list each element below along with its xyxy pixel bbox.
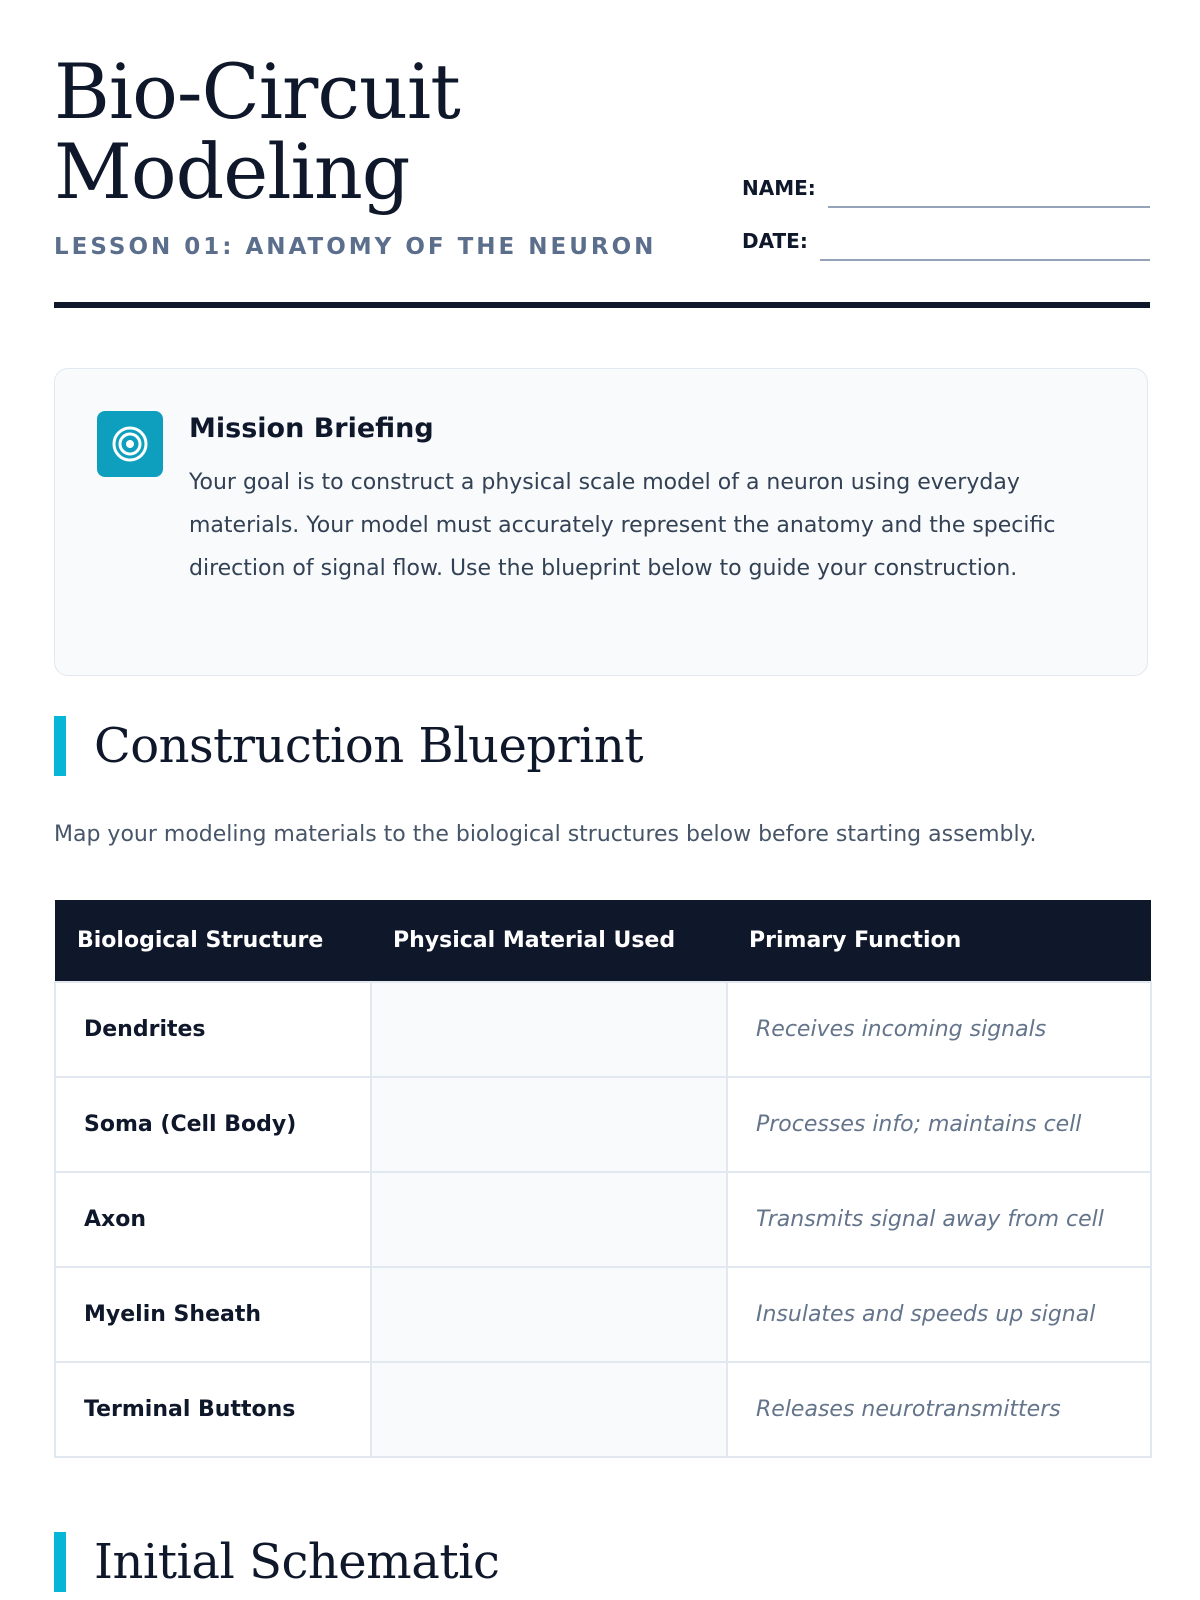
header-divider <box>54 302 1150 308</box>
date-label: DATE: <box>742 229 808 253</box>
structure-cell: Terminal Buttons <box>55 1362 371 1457</box>
title-line-1: Bio-Circuit <box>54 47 460 136</box>
function-cell: Processes info; maintains cell <box>727 1077 1151 1172</box>
structure-cell: Myelin Sheath <box>55 1267 371 1362</box>
column-header-material: Physical Material Used <box>371 900 727 982</box>
name-field <box>742 174 1150 202</box>
schematic-heading <box>54 1532 499 1592</box>
worksheet-page <box>54 0 1150 1590</box>
function-cell: Releases neurotransmitters <box>727 1362 1151 1457</box>
function-cell: Insulates and speeds up signal <box>727 1267 1151 1362</box>
blueprint-description: Map your modeling materials to the biological structures below before starting assembly. <box>54 822 1037 847</box>
briefing-title: Mission Briefing <box>189 413 434 444</box>
table-row <box>55 1077 1151 1172</box>
name-input-line[interactable] <box>828 178 1150 208</box>
date-input-line[interactable] <box>820 231 1150 261</box>
function-cell: Transmits signal away from cell <box>727 1172 1151 1267</box>
lesson-subtitle: LESSON 01: ANATOMY OF THE NEURON <box>54 234 657 260</box>
page-title <box>54 47 460 216</box>
schematic-heading-accent-bar <box>54 1532 66 1592</box>
material-input-cell[interactable] <box>371 1172 727 1267</box>
blueprint-table <box>54 900 1152 1458</box>
briefing-text: Your goal is to construct a physical scale model of a neuron using everyday materials. Your model must accurately represent the anatomy and the specific direction of signal flow. Use the blueprint below to guide your construction. <box>189 470 1056 581</box>
table-row <box>55 1362 1151 1457</box>
schematic-title: Initial Schematic <box>94 1534 500 1590</box>
title-line-2: Modeling <box>54 127 410 216</box>
worksheet-header <box>54 0 1150 312</box>
structure-cell: Axon <box>55 1172 371 1267</box>
column-header-structure: Biological Structure <box>55 900 371 982</box>
table-row <box>55 982 1151 1077</box>
mission-briefing-card <box>54 368 1148 676</box>
blueprint-heading <box>54 716 643 776</box>
target-icon <box>97 411 163 477</box>
material-input-cell[interactable] <box>371 982 727 1077</box>
date-field <box>742 227 1150 255</box>
table-row <box>55 1267 1151 1362</box>
structure-cell: Dendrites <box>55 982 371 1077</box>
material-input-cell[interactable] <box>371 1362 727 1457</box>
function-cell: Receives incoming signals <box>727 982 1151 1077</box>
table-row <box>55 1172 1151 1267</box>
column-header-function: Primary Function <box>727 900 1151 982</box>
blueprint-heading-accent-bar <box>54 716 66 776</box>
structure-cell: Soma (Cell Body) <box>55 1077 371 1172</box>
blueprint-title: Construction Blueprint <box>94 718 644 774</box>
material-input-cell[interactable] <box>371 1267 727 1362</box>
name-label: NAME: <box>742 176 816 200</box>
table-header-row <box>55 900 1151 982</box>
material-input-cell[interactable] <box>371 1077 727 1172</box>
